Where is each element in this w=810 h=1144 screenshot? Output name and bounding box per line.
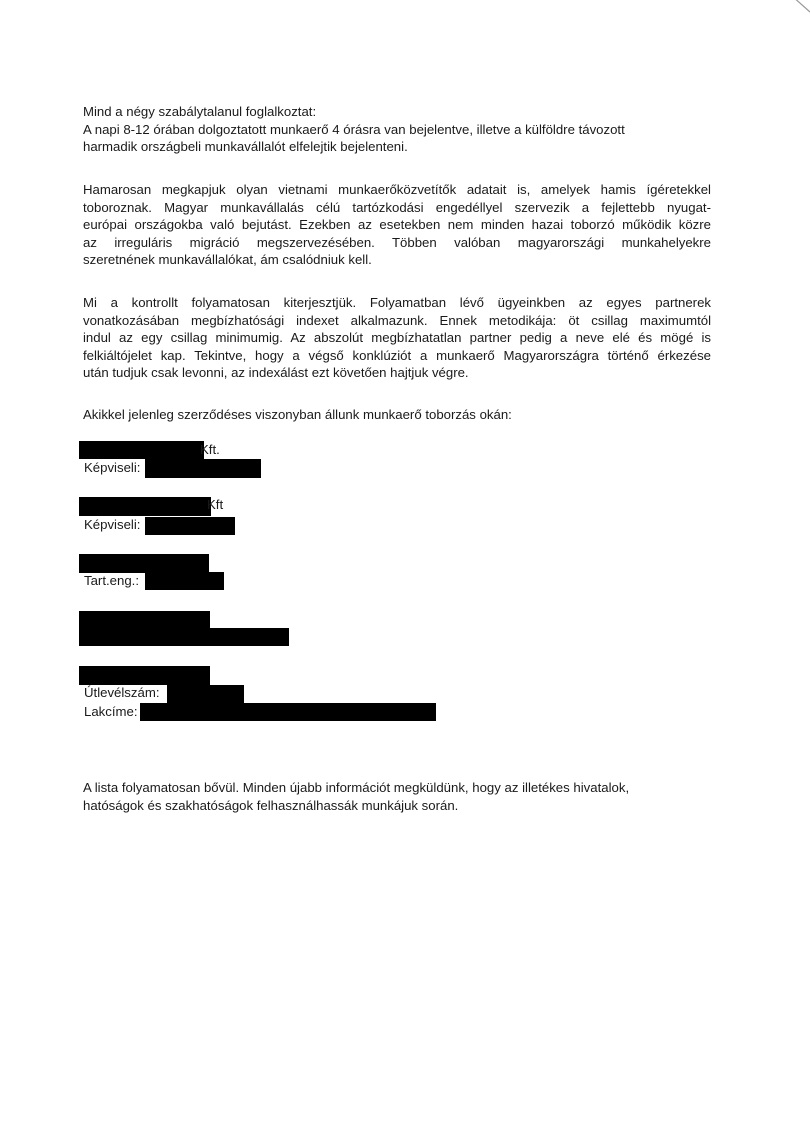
text-line: szeretnének munkavállalókat, ám csalódniuk kell. [83, 252, 372, 268]
redacted-representative [145, 459, 261, 478]
redacted-name-line [79, 666, 210, 685]
redacted-representative [145, 517, 235, 535]
scan-corner-mark [788, 0, 810, 14]
redacted-passport-number [167, 685, 244, 703]
address-label: Lakcíme: [84, 704, 138, 719]
intro-paragraph [83, 103, 711, 156]
vietnamese-agencies-paragraph [83, 181, 711, 269]
redacted-address [140, 703, 436, 721]
text-line: az irreguláris migráció megszervezésében. Többen valóban magyarországi munkahelyekre [83, 234, 711, 250]
redacted-detail-line [79, 628, 289, 646]
text-line: vonatkozásában megbízhatósági indexet alkalmazunk. Ennek metodikája: öt csillag maximumtól [83, 312, 711, 328]
text-line: indul az egy csillag minimumig. Az abszolút megbízhatatlan partner pedig a neve elé és mögé is [83, 330, 711, 346]
company-suffix: Kft [207, 497, 224, 512]
contracts-heading [83, 406, 711, 424]
redacted-permit-number [145, 572, 224, 590]
representative-label: Képviseli: [84, 460, 141, 475]
text-line: Mi a kontrollt folyamatosan kiterjesztjük. Folyamatban lévő ügyeinkben az egyes partnerek [83, 295, 711, 310]
closing-paragraph [83, 779, 711, 814]
text-line: után tudjuk csak levonni, az indexálást ezt követően hajtjuk végre. [83, 365, 469, 381]
text-line: A lista folyamatosan bővül. Minden újabb információt megküldünk, hogy az illetékes hivatalok, [83, 780, 630, 795]
text-line: felkiáltójelet kap. Tekintve, hogy a végső konklúziót a munkaerő Magyarországra történő érkezése [83, 347, 711, 363]
representative-label: Képviseli: [84, 517, 141, 532]
redacted-company-name [79, 497, 211, 516]
company-suffix: Kft. [200, 442, 220, 457]
passport-number-label: Útlevélszám: [84, 685, 160, 700]
text-line: hatóságok és szakhatóságok felhasználhassák munkájuk során. [83, 797, 459, 813]
permit-label: Tart.eng.: [84, 573, 139, 588]
text-line: Hamarosan megkapjuk olyan vietnami munkaerőközvetítők adatait is, amelyek hamis ígéretekkel [83, 182, 711, 197]
redacted-company-name [79, 554, 209, 573]
text-line: Akikkel jelenleg szerződéses viszonyban állunk munkaerő toborzás okán: [83, 407, 512, 422]
text-line: Mind a négy szabálytalanul foglalkoztat: [83, 104, 317, 119]
text-line: harmadik országbeli munkavállalót elfelejtik bejelenteni. [83, 139, 408, 155]
text-line: A napi 8-12 órában dolgoztatott munkaerő 4 órásra van bejelentve, illetve a külföldre távozott [83, 121, 625, 137]
text-line: európai országokba való bejutást. Ezekben az esetekben nem minden hazai toborzó működik közre [83, 217, 711, 233]
text-line: toboroznak. Magyar munkavállalás célú tartózkodási engedéllyel szervezik a fejlettebb nyugat- [83, 199, 711, 215]
redacted-company-name [79, 441, 204, 459]
reliability-index-paragraph [83, 294, 711, 382]
